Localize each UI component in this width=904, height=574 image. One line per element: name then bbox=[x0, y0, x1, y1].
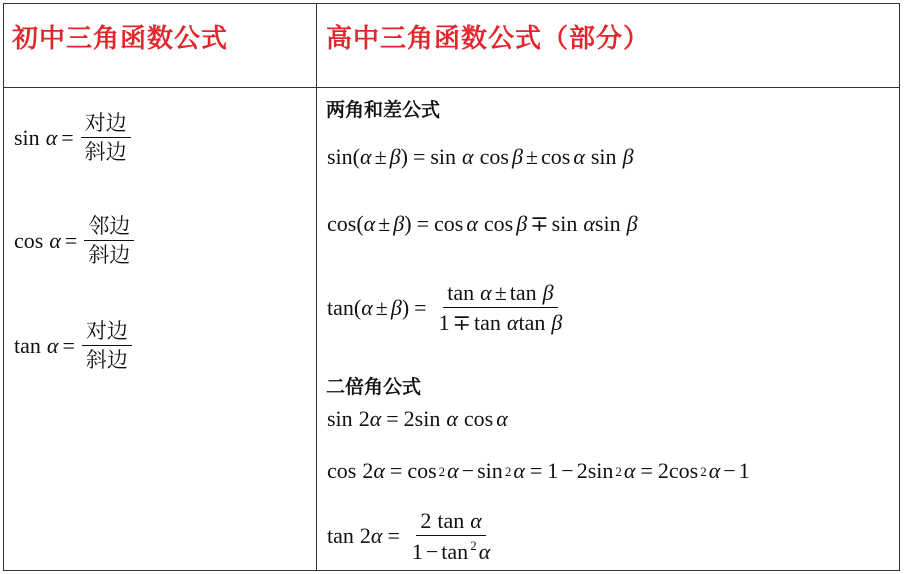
square-exponent: 2 bbox=[438, 463, 446, 479]
alpha: α bbox=[470, 508, 482, 533]
var-alpha: α bbox=[49, 227, 61, 253]
alpha: α bbox=[363, 211, 376, 236]
square-exponent: 2 bbox=[504, 463, 512, 479]
denominator: 1 − tan $^2$α bbox=[411, 538, 491, 565]
tan-sum-fraction bbox=[435, 281, 567, 334]
alpha: α bbox=[446, 406, 458, 431]
column-divider bbox=[316, 4, 317, 570]
alpha: α bbox=[506, 310, 519, 336]
alpha: α bbox=[583, 211, 595, 236]
alpha: α bbox=[708, 458, 721, 483]
formula-cos-sum-difference: cos( α ± β ) = cos α cos β ∓ sin α sin β bbox=[327, 211, 638, 236]
fn-cos: cos bbox=[14, 227, 44, 253]
square-exponent: 2 bbox=[615, 463, 622, 479]
alpha: α bbox=[447, 458, 459, 483]
alpha: α bbox=[360, 144, 372, 169]
beta: β bbox=[511, 144, 523, 169]
ratio-numerator: 对边 bbox=[81, 112, 131, 138]
numerator: 2 tan α bbox=[416, 509, 485, 536]
alpha: α bbox=[623, 458, 636, 483]
alpha: α bbox=[573, 144, 585, 169]
ratio-denominator: 斜边 bbox=[85, 348, 128, 373]
alpha: α bbox=[513, 458, 525, 483]
numerator: tan α ± tan β bbox=[443, 281, 557, 308]
ratio-fraction bbox=[84, 215, 134, 266]
subtitle-double-angle: 二倍角公式 bbox=[326, 376, 422, 398]
formula-table bbox=[3, 3, 900, 571]
ratio-denominator: 斜边 bbox=[84, 140, 127, 165]
ratio-fraction bbox=[82, 320, 132, 371]
minus-plus: ∓ bbox=[530, 211, 549, 236]
var-alpha: α bbox=[45, 124, 58, 150]
alpha: α bbox=[370, 523, 383, 549]
alpha: α bbox=[361, 294, 373, 320]
beta: β bbox=[626, 211, 638, 236]
denominator: 1 ∓ tan αtan β bbox=[438, 310, 563, 336]
fn-sin: sin bbox=[14, 124, 40, 150]
alpha: α bbox=[480, 280, 492, 305]
tan-double-fraction bbox=[408, 509, 494, 563]
fn-tan: tan bbox=[14, 332, 41, 358]
formula-sin-sum-difference: sin( α ± β ) = sin α cos β ± cos α sin β bbox=[327, 144, 634, 169]
beta: β bbox=[551, 310, 563, 336]
ratio-numerator: 邻边 bbox=[84, 215, 134, 241]
formula-tan-definition: tan α = $\frac{\text{对边}}{\text{斜边}}$ bbox=[14, 320, 135, 371]
alpha: α bbox=[373, 458, 385, 483]
header-junior-formulas: 初中三角函数公式 bbox=[12, 24, 229, 54]
alpha: α bbox=[466, 211, 478, 236]
plus-minus: ± bbox=[375, 294, 388, 320]
header-divider bbox=[4, 87, 899, 88]
beta: β bbox=[393, 211, 405, 236]
alpha: α bbox=[369, 406, 382, 431]
alpha: α bbox=[462, 144, 474, 169]
ratio-numerator: 对边 bbox=[82, 320, 132, 346]
beta: β bbox=[516, 211, 528, 236]
plus-minus: ± bbox=[525, 144, 538, 169]
formula-sin-definition: sin α = $\frac{\text{对边}}{\text{斜边}}$ bbox=[14, 112, 134, 163]
ratio-denominator: 斜边 bbox=[88, 243, 131, 268]
plus-minus: ± bbox=[378, 211, 391, 236]
alpha: α bbox=[478, 539, 491, 565]
beta: β bbox=[622, 144, 634, 169]
formula-tan-double-angle: tan 2 α = $\frac{\text{2 tan α}}{1 - \tan ^2\alpha}$ bbox=[327, 509, 497, 563]
subtitle-sum-difference: 两角和差公式 bbox=[326, 99, 441, 121]
square-exponent: 2 bbox=[700, 463, 707, 479]
formula-sin-double-angle: sin 2 α = 2sin α cos α bbox=[327, 406, 508, 431]
plus-minus: ± bbox=[494, 280, 507, 305]
formula-cos-double-angle: cos 2 α = cos 2 α − sin 2 α = 1 − 2sin 2 α = 2cos 2 α − 1 bbox=[327, 458, 750, 483]
formula-tan-sum-difference: tan( α ± β ) = $\frac{\text{tan α ± tan β}}{\text{1 ∓ tan αtan β}}$ bbox=[327, 281, 569, 334]
plus-minus: ± bbox=[374, 144, 387, 169]
header-senior-formulas: 高中三角函数公式（部分） bbox=[326, 24, 651, 54]
beta: β bbox=[390, 294, 402, 320]
alpha: α bbox=[496, 406, 508, 431]
square-exponent: 2 bbox=[470, 538, 477, 554]
var-alpha: α bbox=[46, 332, 59, 358]
minus-plus: ∓ bbox=[452, 310, 471, 336]
beta: β bbox=[389, 144, 401, 169]
ratio-fraction bbox=[81, 112, 131, 163]
formula-cos-definition: cos α = $\frac{\text{邻边}}{\text{斜边}}$ bbox=[14, 215, 137, 266]
beta: β bbox=[542, 280, 554, 305]
